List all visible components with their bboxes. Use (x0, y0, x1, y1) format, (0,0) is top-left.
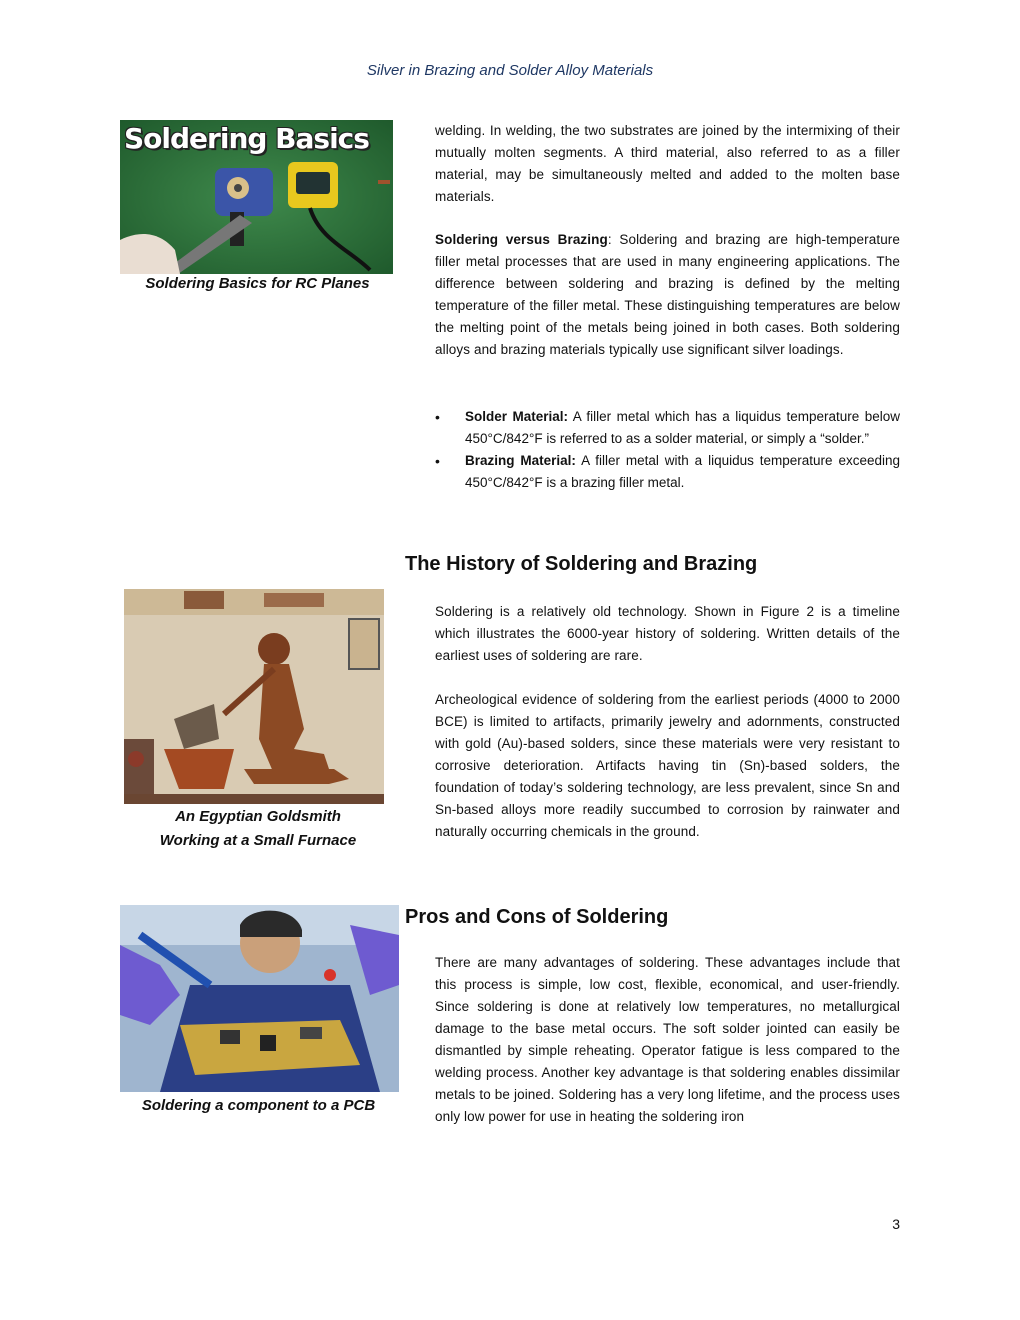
bullet-icon: • (435, 453, 440, 469)
egyptian-goldsmith-caption (124, 805, 392, 853)
soldering-vs-brazing-paragraph (435, 229, 900, 361)
brazing-material-text: A filler metal with a liquidus temperature exceeding 450°C/842°F is a brazing filler metal. (465, 453, 900, 490)
list-item (435, 450, 900, 494)
history-heading: The History of Soldering and Brazing (405, 553, 758, 575)
pcb-soldering-caption: Soldering a component to a PCB (141, 1097, 376, 1114)
welding-paragraph: welding. In welding, the two substrates are joined by the intermixing of their mutually molten segments. A third material, also referred to as a filler material, may be simultaneously melted and added to the molten base materials. (435, 123, 900, 204)
egyptian-goldsmith-caption-line1: An Egyptian Goldsmith (175, 808, 341, 825)
history-paragraph-1: Soldering is a relatively old technology. Shown in Figure 2 is a timeline which illustrates the 6000-year history of soldering. Written details of the earliest uses of soldering are rare. (435, 604, 900, 663)
pros-cons-paragraph: There are many advantages of soldering. These advantages include that this process is simple, low cost, flexible, economical, and user-friendly. Since soldering is done at relatively low temperatures, no metallurgical damage to the base metal occurs. The soft solder jointed can easily be dismantled by simple reheating. Operator fatigue is less compared to the welding process. Another key advantage is that soldering enables dissimilar metals to be joined. Soldering has a very long lifetime, and the process uses only low power for use in heating the soldering iron (435, 955, 900, 1124)
egyptian-goldsmith-image (124, 589, 384, 804)
soldering-basics-overlay-title: Soldering Basics (124, 122, 369, 155)
material-definitions-list (435, 406, 900, 494)
list-item (435, 406, 900, 450)
pcb-soldering-image (120, 905, 399, 1092)
solder-material-text: A filler metal which has a liquidus temperature below 450°C/842°F is referred to as a solder material, or simply a “solder.” (465, 409, 900, 446)
soldering-basics-caption: Soldering Basics for RC Planes (145, 275, 370, 292)
soldering-basics-image (120, 120, 393, 274)
page-number: 3 (892, 1216, 900, 1232)
soldering-vs-brazing-label: Soldering versus Brazing (435, 232, 608, 247)
soldering-vs-brazing-text: : Soldering and brazing are high-temperature filler metal processes that are used in many engineering applications. The difference between soldering and brazing is defined by the melting temperature of the filler metal. These distinguishing temperatures are below the melting point of the metals being joined in both cases. Both soldering alloys and brazing materials typically use significant silver loadings. (435, 232, 901, 357)
history-paragraph-2: Archeological evidence of soldering from the earliest periods (4000 to 2000 BCE) is limited to artifacts, primarily jewelry and adornments, constructed with gold (Au)-based solders, since these materials were very resistant to corrosive deterioration. Artifacts having tin (Sn)-based solders, the foundation of today’s soldering technology, are less prevalent, since Sn and Sn-based alloys more readily succumbed to corrosion by rainwater and naturally occurring chemicals in the ground. (435, 692, 900, 839)
bullet-icon: • (435, 409, 440, 425)
egyptian-goldsmith-caption-line2: Working at a Small Furnace (159, 832, 357, 849)
pros-cons-heading: Pros and Cons of Soldering (405, 906, 669, 928)
brazing-material-label: Brazing Material: (465, 453, 576, 468)
running-header-title: Silver in Brazing and Solder Alloy Materials (366, 62, 654, 79)
solder-material-label: Solder Material: (465, 409, 568, 424)
